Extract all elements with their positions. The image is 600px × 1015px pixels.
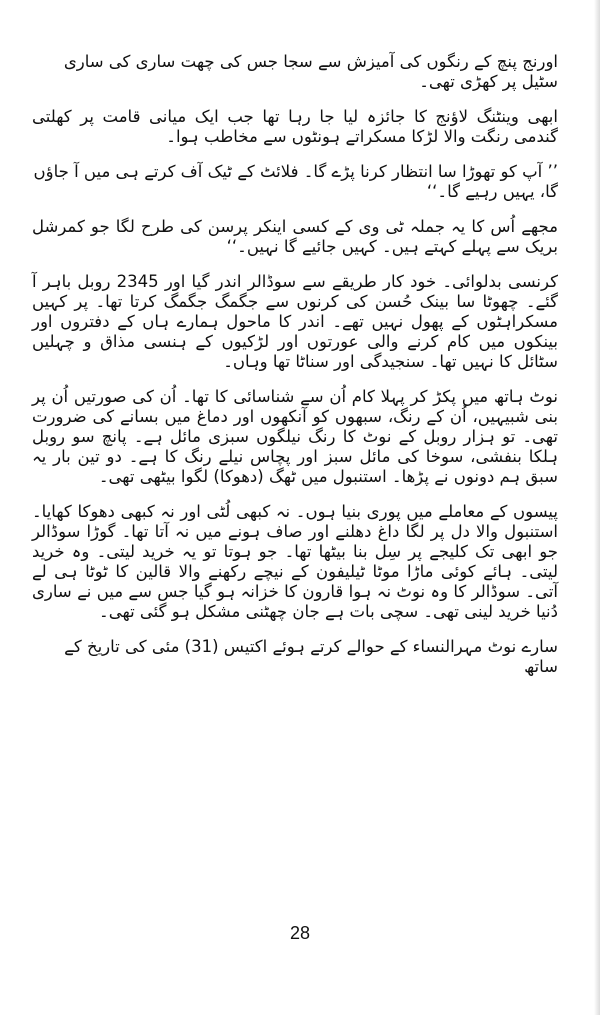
paragraph: کرنسی بدلوائی۔ خود کار طریقے سے سوڈالر اندر گیا اور 2345 روبل باہر آ گئے۔ چھوٹا سا بینک حُسن کی کرنوں سے جگمگ جگمگ کرتا تھا۔ پر کہیں مسکراہٹوں کے پھول نہیں تھے۔ اندر کا ماحول ہمارے ہاں کے دفتروں اور بینکوں میں کام کرنے والی عورتوں اور لڑکیوں کے ہنسی مذاق و چہلیں سٹائل کا نہیں تھا۔ سنجیدگی اور سناٹا تھا وہاں۔ [32,272,558,371]
paragraph: ’’ آپ کو تھوڑا سا انتظار کرنا پڑے گا۔ فلائٹ کے ٹیک آف کرتے ہی میں آ جاؤں گا، یہیں رہیے گا۔‘‘ [33,162,558,201]
body-text [32,52,558,692]
paragraph: ابھی وینٹنگ لاؤنج کا جائزہ لیا جا رہا تھا جب ایک میانی قامت پر کھلتی گندمی رنگت والا لڑکا مسکراتے ہونٹوں سے مخاطب ہوا۔ [32,107,558,146]
paragraph: پیسوں کے معاملے میں پوری بنیا ہوں۔ نہ کبھی لُٹی اور نہ کبھی دھوکا کھایا۔ استنبول والا دل پر لگا داغ دھلنے اور صاف ہونے میں نہ آتا تھا۔ گوڑا سوڈالر جو ابھی تک کلیجے پر سِل بنا بیٹھا تھا۔ جو ہوتا تو یہ خرید لیتی۔ وہ خرید لیتی۔ ہائے کوئی ماڑا موٹا ٹیلیفون کے نیچے رکھنے والا قالین کا ٹوٹا ہی لے آتی۔ سوڈالر کا وہ نوٹ نہ ہوا قارون کا خزانہ ہو گیا جس سے میں نے ساری دُنیا خرید لینی تھی۔ سچی بات ہے جان چھٹنی مشکل ہو گئی تھی۔ [32,502,558,621]
paragraph: مجھے اُس کا یہ جملہ ٹی وی کے کسی اینکر پرسن کی طرح لگا جو کمرشل بریک سے پہلے کہتے ہیں۔ کہیں جائیے گا نہیں۔‘‘ [32,217,558,256]
page-edge [594,0,600,1015]
paragraph: اورنج پنچ کے رنگوں کی آمیزش سے سجا جس کی چھت ساری کی ساری سٹیل پر کھڑی تھی۔ [63,52,558,91]
paragraph: نوٹ ہاتھ میں پکڑ کر پہلا کام اُن سے شناسائی کا تھا۔ اُن کی صورتیں اُن پر بنی شبیہیں، اُن کے رنگ، سبھوں کو آنکھوں اور دماغ میں بسانے کی ضرورت تھی۔ تو ہزار روبل کے نوٹ کا رنگ نیلگوں سبزی مائل ہے۔ پانچ سو روبل ہلکا بنفشی، سوخا کی مائل سبز اور پچاس نیلے رنگ کا ہے۔ دو تین بار یہ سبق ہم دونوں نے پڑھا۔ استنبول میں ٹھگ (دھوکا) لگوا بیٹھی تھی۔ [32,387,558,486]
paragraph: سارے نوٹ مہرالنساء کے حوالے کرتے ہوئے اکتیس (31) مئی کی تاریخ کے ساتھ [64,637,558,676]
page-number: 28 [289,923,311,943]
